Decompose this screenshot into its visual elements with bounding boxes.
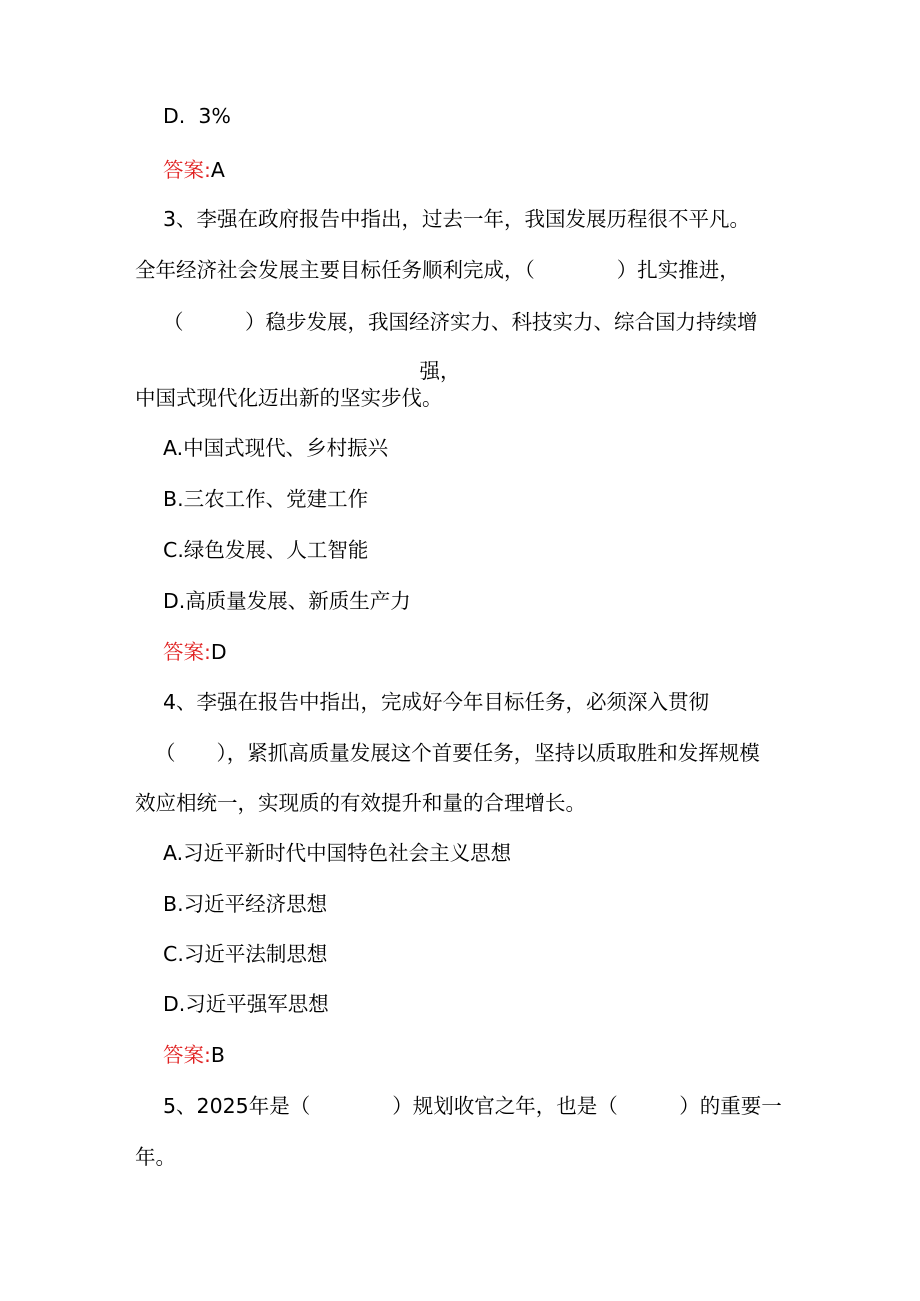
question-3-line-2: 全年经济社会发展主要目标任务顺利完成，（ ）扎实推进，: [135, 258, 740, 282]
answer-label: 答案:: [163, 640, 211, 664]
question-3-line-1: 3、李强在政府报告中指出，过去一年，我国发展历程很不平凡。: [163, 207, 751, 231]
option-a: A.习近平新时代中国特色社会主义思想: [163, 841, 512, 865]
question-3-line-3b: 强，: [419, 358, 461, 383]
question-5-line-2: 年。: [135, 1145, 176, 1169]
answer-value: A: [210, 158, 225, 182]
question-5-line-1: 5、2025年是（ ）规划收官之年，也是（ ）的重要一: [163, 1094, 782, 1118]
option-d: D.习近平强军思想: [163, 992, 329, 1016]
question-3-line-4: 中国式现代化迈出新的坚实步伐。: [135, 386, 443, 410]
answer-line: [163, 157, 225, 183]
option-c: C.绿色发展、人工智能: [163, 538, 369, 562]
option-b: B.三农工作、党建工作: [163, 487, 369, 511]
option-b: B.习近平经济思想: [163, 892, 328, 916]
answer-label: 答案:: [163, 158, 211, 182]
option-a: A.中国式现代、乡村振兴: [163, 436, 389, 460]
option-c: C.习近平法制思想: [163, 942, 328, 966]
option-d: D. 3%: [163, 104, 231, 128]
question-4-line-2: （ ），紧抓高质量发展这个首要任务，坚持以质取胜和发挥规模: [155, 741, 760, 765]
answer-value: B: [210, 1043, 225, 1067]
answer-value: D: [210, 640, 227, 664]
option-d: D.高质量发展、新质生产力: [163, 589, 411, 613]
answer-line: [163, 639, 227, 665]
answer-label: 答案:: [163, 1043, 211, 1067]
question-4-line-3: 效应相统一，实现质的有效提升和量的合理增长。: [135, 791, 586, 815]
question-4-line-1: 4、李强在报告中指出，完成好今年目标任务，必须深入贯彻: [163, 690, 710, 714]
answer-line: [163, 1042, 225, 1068]
question-3-line-3: （ ）稳步发展，我国经济实力、科技实力、综合国力持续增: [163, 310, 758, 334]
